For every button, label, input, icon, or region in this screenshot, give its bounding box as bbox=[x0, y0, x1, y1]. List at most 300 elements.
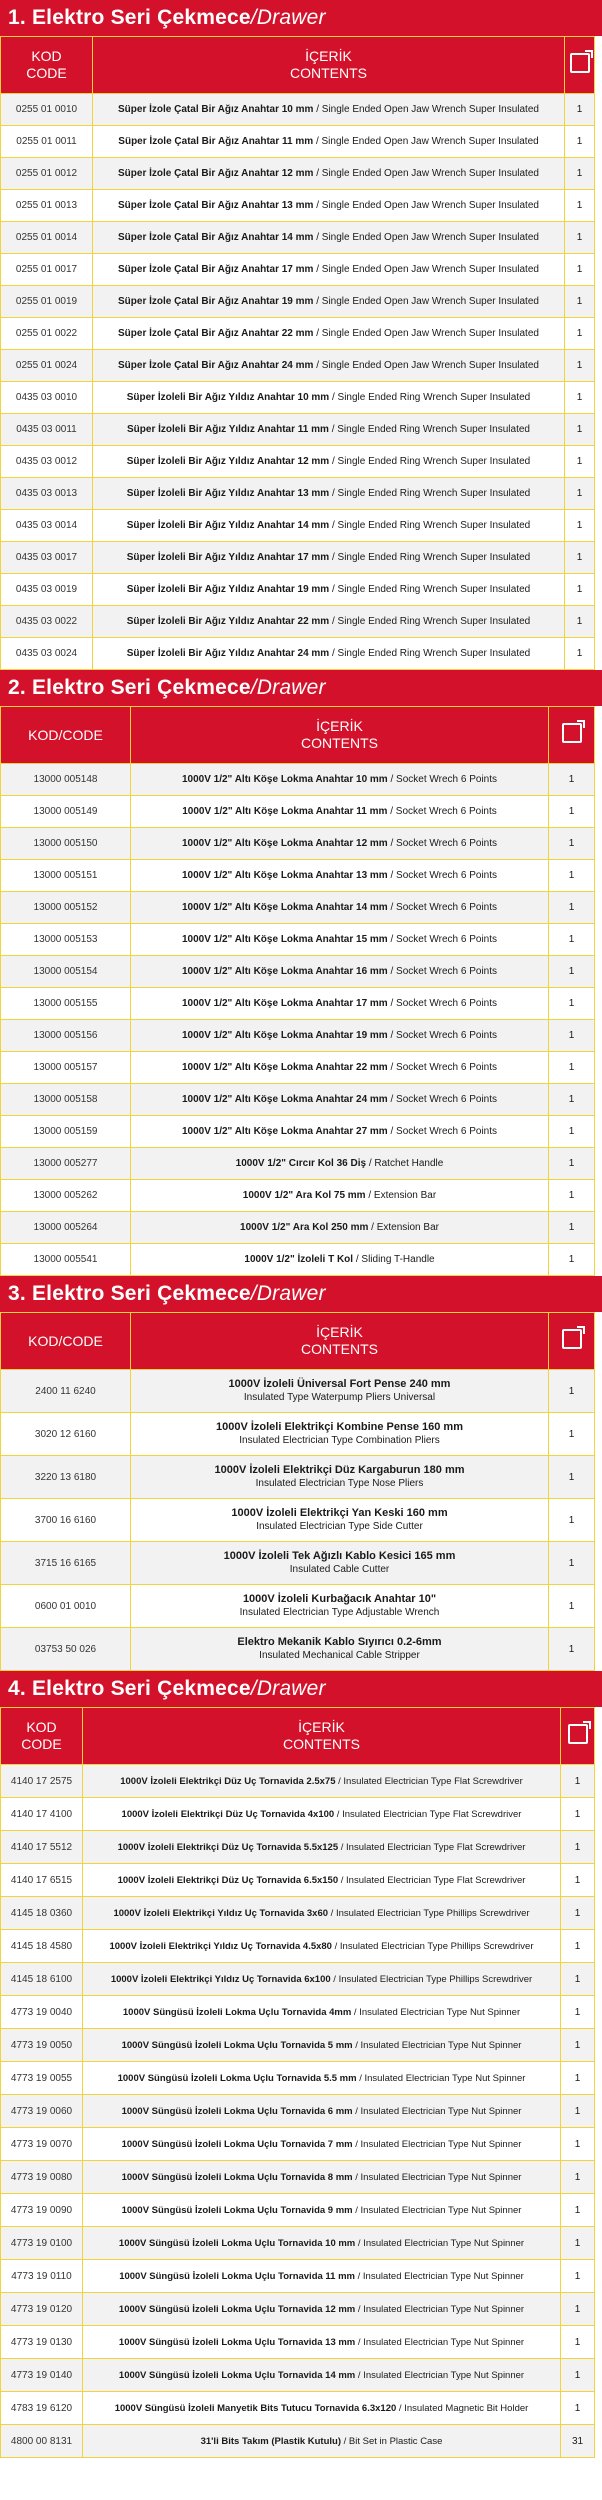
item-description bbox=[83, 1831, 561, 1864]
item-quantity: 1 bbox=[565, 382, 595, 414]
header-contents-tr: İÇERİK bbox=[298, 1719, 345, 1735]
item-name-en: Insulated Electrician Type Nut Spinner bbox=[363, 2369, 525, 2381]
item-name-tr: 1000V 1/2" Altı Köşe Lokma Anahtar 22 mm bbox=[181, 1062, 388, 1073]
table-row bbox=[1, 1628, 602, 1671]
name-separator: / bbox=[351, 2006, 360, 2018]
name-separator: / bbox=[328, 424, 338, 435]
row-spacer bbox=[595, 956, 602, 988]
section-title bbox=[0, 1276, 602, 1312]
item-code: 0255 01 0014 bbox=[1, 222, 93, 254]
box-icon bbox=[562, 723, 582, 743]
header-contents-en: CONTENTS bbox=[283, 1736, 360, 1752]
item-code: 0255 01 0011 bbox=[1, 126, 93, 158]
item-name-en: Insulated Electrician Type Phillips Screwdriver bbox=[339, 1940, 534, 1952]
item-description bbox=[131, 1020, 549, 1052]
item-name-tr: 1000V 1/2" Altı Köşe Lokma Anahtar 16 mm bbox=[181, 966, 388, 977]
item-quantity: 1 bbox=[549, 988, 595, 1020]
name-separator: / bbox=[387, 806, 396, 817]
item-name-en: Socket Wrech 6 Points bbox=[396, 1062, 498, 1073]
item-description bbox=[93, 286, 565, 318]
row-spacer bbox=[595, 1180, 602, 1212]
table-row bbox=[1, 2359, 602, 2392]
table-header bbox=[1, 1708, 602, 1765]
item-name-en: Insulated Electrician Type Nut Spinner bbox=[360, 2039, 522, 2051]
item-name-tr: Süper İzoleli Bir Ağız Yıldız Anahtar 17 mm bbox=[126, 552, 330, 563]
name-separator: / bbox=[313, 328, 322, 339]
item-name-tr: 1000V Süngüsü İzoleli Lokma Uçlu Tornavida 12 mm bbox=[118, 2303, 356, 2315]
name-separator: / bbox=[365, 1190, 374, 1201]
item-description bbox=[83, 1930, 561, 1963]
item-quantity: 1 bbox=[565, 638, 595, 670]
row-spacer bbox=[595, 1456, 602, 1499]
item-code: 3020 12 6160 bbox=[1, 1413, 131, 1456]
item-code: 0435 03 0012 bbox=[1, 446, 93, 478]
item-code: 4773 19 0120 bbox=[1, 2293, 83, 2326]
item-code: 0435 03 0011 bbox=[1, 414, 93, 446]
item-quantity: 1 bbox=[549, 860, 595, 892]
row-spacer bbox=[595, 2359, 602, 2392]
item-code: 13000 005158 bbox=[1, 1084, 131, 1116]
section-title-en: Drawer bbox=[256, 676, 326, 699]
item-description bbox=[93, 606, 565, 638]
item-name-tr: Süper İzoleli Bir Ağız Yıldız Anahtar 24 mm bbox=[126, 648, 330, 659]
name-separator: / bbox=[328, 1907, 336, 1919]
item-name-en: Insulated Electrician Type Adjustable Wrench bbox=[239, 1607, 440, 1618]
row-spacer bbox=[595, 1212, 602, 1244]
row-spacer bbox=[595, 318, 602, 350]
item-name-en: Insulated Electrician Type Nut Spinner bbox=[363, 2303, 525, 2315]
table-row bbox=[1, 446, 602, 478]
item-quantity: 1 bbox=[549, 1180, 595, 1212]
item-description bbox=[93, 542, 565, 574]
item-quantity: 1 bbox=[549, 892, 595, 924]
item-description bbox=[131, 892, 549, 924]
name-separator: / bbox=[338, 1841, 347, 1853]
name-separator: / bbox=[352, 2105, 361, 2117]
item-description bbox=[93, 158, 565, 190]
item-code: 0435 03 0024 bbox=[1, 638, 93, 670]
item-name-en: Insulated Electrician Type Flat Screwdriver bbox=[343, 1775, 523, 1787]
section-title-tr: 4. Elektro Seri Çekmece bbox=[8, 1677, 251, 1700]
item-description bbox=[131, 1370, 549, 1413]
item-name-en: Insulated Electrician Type Nut Spinner bbox=[360, 2204, 522, 2216]
item-name-tr: 1000V İzoleli Elektrikçi Düz Uç Tornavida 6.5x150 bbox=[117, 1874, 339, 1886]
item-code: 13000 005150 bbox=[1, 828, 131, 860]
section-title-tr: 3. Elektro Seri Çekmece bbox=[8, 1282, 251, 1305]
drawer-section-4 bbox=[0, 1671, 602, 2458]
item-name-en: Single Ended Ring Wrench Super Insulated bbox=[337, 648, 531, 659]
item-name-tr: Elektro Mekanik Kablo Sıyırıcı 0.2-6mm bbox=[237, 1636, 442, 1648]
item-code: 2400 11 6240 bbox=[1, 1370, 131, 1413]
item-quantity: 1 bbox=[565, 126, 595, 158]
item-quantity: 1 bbox=[549, 796, 595, 828]
item-name-en: Insulated Electrician Type Nut Spinner bbox=[364, 2072, 526, 2084]
item-name-tr: 1000V 1/2" Altı Köşe Lokma Anahtar 24 mm bbox=[181, 1094, 388, 1105]
item-description bbox=[83, 1996, 561, 2029]
table-row bbox=[1, 318, 602, 350]
row-spacer bbox=[595, 286, 602, 318]
header-spacer bbox=[595, 1708, 602, 1765]
header-contents-en: CONTENTS bbox=[290, 65, 367, 81]
item-code: 13000 005541 bbox=[1, 1244, 131, 1276]
item-name-en: Single Ended Open Jaw Wrench Super Insulated bbox=[321, 136, 539, 147]
name-separator: / bbox=[387, 966, 397, 977]
table-row bbox=[1, 1963, 602, 1996]
table-row bbox=[1, 1585, 602, 1628]
header-spacer bbox=[595, 707, 602, 764]
item-code: 4140 17 4100 bbox=[1, 1798, 83, 1831]
item-quantity: 1 bbox=[561, 2260, 595, 2293]
item-name-en: Insulated Electrician Type Nut Spinner bbox=[362, 2270, 524, 2282]
table-row bbox=[1, 382, 602, 414]
row-spacer bbox=[595, 924, 602, 956]
contents-table bbox=[0, 706, 602, 1276]
table-row bbox=[1, 2062, 602, 2095]
item-description bbox=[131, 1628, 549, 1671]
item-name-en: Single Ended Open Jaw Wrench Super Insulated bbox=[321, 104, 539, 115]
name-separator: / bbox=[387, 774, 397, 785]
table-row bbox=[1, 1798, 602, 1831]
item-description bbox=[83, 2194, 561, 2227]
item-code: 3700 16 6160 bbox=[1, 1499, 131, 1542]
item-name-tr: 1000V Süngüsü İzoleli Lokma Uçlu Tornavida 11 mm bbox=[119, 2270, 355, 2282]
item-name-tr: Süper İzole Çatal Bir Ağız Anahtar 17 mm bbox=[118, 264, 314, 275]
item-code: 4773 19 0040 bbox=[1, 1996, 83, 2029]
name-separator: / bbox=[313, 360, 322, 371]
item-name-tr: 1000V Süngüsü İzoleli Lokma Uçlu Tornavida 9 mm bbox=[121, 2204, 353, 2216]
table-row bbox=[1, 892, 602, 924]
item-description bbox=[83, 1963, 561, 1996]
item-quantity: 1 bbox=[561, 1831, 595, 1864]
item-name-en: Ratchet Handle bbox=[374, 1158, 444, 1169]
item-code: 13000 005262 bbox=[1, 1180, 131, 1212]
item-description bbox=[83, 2128, 561, 2161]
item-name-en: Insulated Electrician Type Nut Spinner bbox=[360, 2105, 522, 2117]
item-description bbox=[131, 1585, 549, 1628]
item-name-en: Single Ended Open Jaw Wrench Super Insulated bbox=[321, 264, 539, 275]
name-separator: / bbox=[355, 2270, 363, 2282]
item-code: 13000 005155 bbox=[1, 988, 131, 1020]
name-separator: / bbox=[329, 456, 338, 467]
item-quantity: 1 bbox=[549, 1370, 595, 1413]
item-quantity: 1 bbox=[561, 2128, 595, 2161]
item-name-en: Insulated Electrician Type Flat Screwdriver bbox=[346, 1841, 526, 1853]
item-name-en: Socket Wrech 6 Points bbox=[396, 870, 498, 881]
item-name-tr: 1000V Süngüsü İzoleli Lokma Uçlu Tornavida 13 mm bbox=[118, 2336, 356, 2348]
row-spacer bbox=[595, 2260, 602, 2293]
row-spacer bbox=[595, 764, 602, 796]
item-description bbox=[83, 1765, 561, 1798]
item-name-en: Socket Wrech 6 Points bbox=[396, 838, 498, 849]
header-contents-tr: İÇERİK bbox=[305, 48, 352, 64]
row-spacer bbox=[595, 1052, 602, 1084]
name-separator: / bbox=[313, 136, 322, 147]
table-row bbox=[1, 1084, 602, 1116]
item-description bbox=[131, 1413, 549, 1456]
drawer-section-2 bbox=[0, 670, 602, 1276]
item-code: 0255 01 0010 bbox=[1, 94, 93, 126]
table-row bbox=[1, 1765, 602, 1798]
table-header bbox=[1, 1313, 602, 1370]
item-description bbox=[131, 1180, 549, 1212]
section-title-tr: 1. Elektro Seri Çekmece bbox=[8, 6, 251, 29]
item-quantity: 1 bbox=[561, 2029, 595, 2062]
item-code: 3715 16 6165 bbox=[1, 1542, 131, 1585]
header-spacer bbox=[595, 1313, 602, 1370]
item-description bbox=[83, 2227, 561, 2260]
item-description bbox=[131, 1542, 549, 1585]
item-quantity: 1 bbox=[549, 956, 595, 988]
table-row bbox=[1, 1542, 602, 1585]
item-name-en: Single Ended Ring Wrench Super Insulated bbox=[337, 456, 531, 467]
table-row bbox=[1, 860, 602, 892]
item-name-en: Single Ended Ring Wrench Super Insulated bbox=[337, 488, 531, 499]
item-quantity: 1 bbox=[561, 2392, 595, 2425]
table-row bbox=[1, 1148, 602, 1180]
item-quantity: 1 bbox=[565, 574, 595, 606]
table-row bbox=[1, 1052, 602, 1084]
row-spacer bbox=[595, 1148, 602, 1180]
item-name-tr: 1000V Süngüsü İzoleli Lokma Uçlu Tornavida 10 mm bbox=[118, 2237, 356, 2249]
item-quantity: 1 bbox=[565, 94, 595, 126]
table-row bbox=[1, 1244, 602, 1276]
header-quantity bbox=[565, 37, 595, 94]
row-spacer bbox=[595, 828, 602, 860]
table-header bbox=[1, 37, 602, 94]
row-spacer bbox=[595, 542, 602, 574]
item-name-tr: 1000V 1/2" Altı Köşe Lokma Anahtar 27 mm bbox=[181, 1126, 388, 1137]
header-code: KOD CODE bbox=[1, 1708, 83, 1765]
name-separator: / bbox=[352, 2039, 361, 2051]
item-name-tr: 1000V 1/2" Altı Köşe Lokma Anahtar 13 mm bbox=[181, 870, 388, 881]
item-quantity: 1 bbox=[565, 190, 595, 222]
row-spacer bbox=[595, 2392, 602, 2425]
item-quantity: 1 bbox=[549, 1542, 595, 1585]
name-separator: / bbox=[341, 2435, 349, 2447]
name-separator: / bbox=[355, 2303, 364, 2315]
name-separator: / bbox=[338, 1874, 347, 1886]
item-name-tr: Süper İzoleli Bir Ağız Yıldız Anahtar 22 mm bbox=[126, 616, 330, 627]
item-name-tr: 1000V İzoleli Elektrikçi Yan Keski 160 mm bbox=[231, 1507, 448, 1519]
item-name-en: Insulated Electrician Type Side Cutter bbox=[256, 1521, 423, 1532]
item-description bbox=[83, 2062, 561, 2095]
row-spacer bbox=[595, 1084, 602, 1116]
item-name-en: Bit Set in Plastic Case bbox=[348, 2435, 443, 2447]
row-spacer bbox=[595, 2293, 602, 2326]
item-name-en: Single Ended Open Jaw Wrench Super Insulated bbox=[321, 296, 539, 307]
item-name-en: Socket Wrech 6 Points bbox=[396, 1094, 498, 1105]
item-name-tr: Süper İzole Çatal Bir Ağız Anahtar 13 mm bbox=[118, 200, 314, 211]
name-separator: / bbox=[335, 1775, 344, 1787]
row-spacer bbox=[595, 446, 602, 478]
row-spacer bbox=[595, 2029, 602, 2062]
item-name-en: Extension Bar bbox=[376, 1222, 439, 1233]
item-name-en: Single Ended Open Jaw Wrench Super Insulated bbox=[321, 168, 539, 179]
item-name-tr: 1000V 1/2" Altı Köşe Lokma Anahtar 12 mm bbox=[181, 838, 388, 849]
row-spacer bbox=[595, 1020, 602, 1052]
item-code: 4773 19 0080 bbox=[1, 2161, 83, 2194]
item-name-tr: 1000V İzoleli Elektrikçi Düz Uç Tornavida 2.5x75 bbox=[120, 1775, 336, 1787]
row-spacer bbox=[595, 2326, 602, 2359]
name-separator: / bbox=[352, 2138, 361, 2150]
item-name-tr: Süper İzole Çatal Bir Ağız Anahtar 19 mm bbox=[118, 296, 314, 307]
row-spacer bbox=[595, 2161, 602, 2194]
name-separator: / bbox=[313, 264, 322, 275]
name-separator: / bbox=[387, 934, 397, 945]
item-description bbox=[93, 190, 565, 222]
row-spacer bbox=[595, 1585, 602, 1628]
row-spacer bbox=[595, 1370, 602, 1413]
item-name-tr: 1000V İzoleli Elektrikçi Kombine Pense 160 mm bbox=[215, 1421, 463, 1433]
item-name-en: Insulated Mechanical Cable Stripper bbox=[259, 1650, 420, 1661]
item-quantity: 31 bbox=[561, 2425, 595, 2458]
table-row bbox=[1, 1996, 602, 2029]
item-name-en: Socket Wrech 6 Points bbox=[395, 806, 497, 817]
item-quantity: 1 bbox=[561, 1798, 595, 1831]
table-row bbox=[1, 286, 602, 318]
item-quantity: 1 bbox=[565, 286, 595, 318]
item-quantity: 1 bbox=[549, 1084, 595, 1116]
item-name-en: Insulated Electrician Type Flat Screwdriver bbox=[346, 1874, 526, 1886]
row-spacer bbox=[595, 1831, 602, 1864]
item-name-en: Single Ended Ring Wrench Super Insulated bbox=[337, 392, 531, 403]
item-name-tr: 1000V 1/2" Ara Kol 250 mm bbox=[240, 1222, 369, 1233]
title-separator: / bbox=[250, 676, 257, 699]
item-description bbox=[83, 2161, 561, 2194]
item-quantity: 1 bbox=[561, 2293, 595, 2326]
row-spacer bbox=[595, 1542, 602, 1585]
item-quantity: 1 bbox=[549, 1456, 595, 1499]
section-title bbox=[0, 1671, 602, 1707]
item-name-en: Single Ended Open Jaw Wrench Super Insulated bbox=[321, 328, 539, 339]
item-name-tr: 1000V Süngüsü İzoleli Lokma Uçlu Tornavida 5 mm bbox=[121, 2039, 353, 2051]
item-description bbox=[93, 350, 565, 382]
item-code: 4773 19 0100 bbox=[1, 2227, 83, 2260]
name-separator: / bbox=[330, 1973, 339, 1985]
item-name-en: Insulated Electrician Type Flat Screwdriver bbox=[342, 1808, 522, 1820]
item-code: 4773 19 0110 bbox=[1, 2260, 83, 2293]
item-name-tr: 1000V İzoleli Kurbağacık Anahtar 10" bbox=[242, 1593, 437, 1605]
row-spacer bbox=[595, 796, 602, 828]
table-row bbox=[1, 2095, 602, 2128]
item-code: 13000 005156 bbox=[1, 1020, 131, 1052]
item-code: 4773 19 0130 bbox=[1, 2326, 83, 2359]
table-row bbox=[1, 94, 602, 126]
name-separator: / bbox=[329, 520, 338, 531]
item-quantity: 1 bbox=[549, 924, 595, 956]
item-description bbox=[93, 478, 565, 510]
name-separator: / bbox=[313, 104, 322, 115]
table-row bbox=[1, 1499, 602, 1542]
item-code: 0435 03 0013 bbox=[1, 478, 93, 510]
box-icon bbox=[562, 1329, 582, 1349]
item-name-en: Insulated Electrician Type Phillips Screwdriver bbox=[338, 1973, 533, 1985]
item-quantity: 1 bbox=[561, 1996, 595, 2029]
table-row bbox=[1, 988, 602, 1020]
item-code: 13000 005154 bbox=[1, 956, 131, 988]
item-name-tr: 1000V 1/2" Altı Köşe Lokma Anahtar 14 mm bbox=[181, 902, 388, 913]
name-separator: / bbox=[313, 200, 322, 211]
row-spacer bbox=[595, 1244, 602, 1276]
table-row bbox=[1, 1413, 602, 1456]
item-description bbox=[131, 764, 549, 796]
item-description bbox=[83, 2359, 561, 2392]
item-code: 4773 19 0090 bbox=[1, 2194, 83, 2227]
item-quantity: 1 bbox=[565, 510, 595, 542]
header-contents-tr: İÇERİK bbox=[316, 718, 363, 734]
item-quantity: 1 bbox=[549, 764, 595, 796]
name-separator: / bbox=[331, 1940, 340, 1952]
name-separator: / bbox=[387, 1062, 397, 1073]
table-row bbox=[1, 2128, 602, 2161]
item-name-tr: Süper İzole Çatal Bir Ağız Anahtar 24 mm bbox=[118, 360, 314, 371]
item-code: 4800 00 8131 bbox=[1, 2425, 83, 2458]
table-row bbox=[1, 1116, 602, 1148]
item-name-tr: 1000V Süngüsü İzoleli Lokma Uçlu Tornavida 5.5 mm bbox=[117, 2072, 357, 2084]
row-spacer bbox=[595, 1798, 602, 1831]
row-spacer bbox=[595, 510, 602, 542]
table-row bbox=[1, 2227, 602, 2260]
item-name-en: Socket Wrech 6 Points bbox=[396, 966, 498, 977]
item-code: 4773 19 0140 bbox=[1, 2359, 83, 2392]
item-code: 0435 03 0019 bbox=[1, 574, 93, 606]
row-spacer bbox=[595, 478, 602, 510]
section-title bbox=[0, 0, 602, 36]
item-name-tr: Süper İzoleli Bir Ağız Yıldız Anahtar 19 mm bbox=[126, 584, 330, 595]
table-row bbox=[1, 542, 602, 574]
item-name-en: Insulated Electrician Type Combination Pliers bbox=[239, 1435, 440, 1446]
title-separator: / bbox=[250, 6, 257, 29]
item-description bbox=[93, 446, 565, 478]
name-separator: / bbox=[329, 616, 338, 627]
item-name-en: Insulated Electrician Type Nut Spinner bbox=[363, 2237, 525, 2249]
item-quantity: 1 bbox=[561, 2359, 595, 2392]
item-description bbox=[83, 2425, 561, 2458]
row-spacer bbox=[595, 638, 602, 670]
item-code: 13000 005157 bbox=[1, 1052, 131, 1084]
item-name-en: Insulated Electrician Type Nut Spinner bbox=[363, 2336, 525, 2348]
item-quantity: 1 bbox=[549, 1212, 595, 1244]
header-contents bbox=[83, 1708, 561, 1765]
header-quantity bbox=[549, 1313, 595, 1370]
item-name-tr: 1000V İzoleli Tek Ağızlı Kablo Kesici 165 mm bbox=[223, 1550, 456, 1562]
item-description bbox=[131, 1456, 549, 1499]
row-spacer bbox=[595, 1864, 602, 1897]
item-name-tr: 1000V 1/2" Cırcır Kol 36 Diş bbox=[235, 1158, 367, 1169]
item-code: 0255 01 0024 bbox=[1, 350, 93, 382]
row-spacer bbox=[595, 1996, 602, 2029]
row-spacer bbox=[595, 2128, 602, 2161]
item-code: 3220 13 6180 bbox=[1, 1456, 131, 1499]
box-icon bbox=[568, 1724, 588, 1744]
table-row bbox=[1, 126, 602, 158]
name-separator: / bbox=[352, 2171, 361, 2183]
item-description bbox=[93, 254, 565, 286]
contents-table bbox=[0, 1707, 602, 2458]
item-code: 4140 17 5512 bbox=[1, 1831, 83, 1864]
item-code: 13000 005153 bbox=[1, 924, 131, 956]
table-row bbox=[1, 1212, 602, 1244]
contents-table bbox=[0, 36, 602, 670]
item-quantity: 1 bbox=[565, 254, 595, 286]
item-code: 13000 005151 bbox=[1, 860, 131, 892]
item-description bbox=[131, 924, 549, 956]
row-spacer bbox=[595, 2425, 602, 2458]
name-separator: / bbox=[356, 2072, 365, 2084]
name-separator: / bbox=[355, 2369, 364, 2381]
item-code: 4773 19 0060 bbox=[1, 2095, 83, 2128]
item-code: 0255 01 0022 bbox=[1, 318, 93, 350]
